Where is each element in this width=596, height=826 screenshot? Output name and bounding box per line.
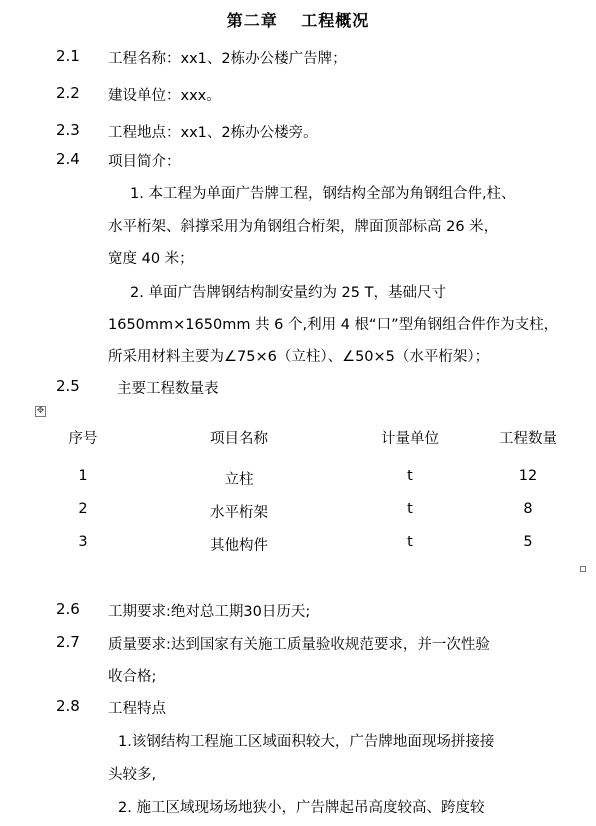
section-number: 2.3 — [56, 121, 80, 139]
intro-line: 1650mm×1650mm 共 6 个,利用 4 根“口”型角钢组合件作为支柱， — [108, 317, 559, 333]
section-text: 主要工程数量表 — [117, 381, 219, 397]
intro-line: 2. 单面广告牌钢结构制安量约为 25 T，基础尺寸 — [130, 285, 446, 301]
section-text: 工程名称：xx1、2栋办公楼广告牌； — [108, 51, 347, 67]
table-cell: t — [407, 534, 413, 550]
intro-line: 1. 本工程为单面广告牌工程，钢结构全部为角钢组合件,柱、 — [130, 186, 516, 202]
intro-line: 宽度 40 米； — [108, 251, 194, 267]
section-number: 2.7 — [56, 633, 80, 651]
section-text: 建设单位：xxx。 — [108, 88, 221, 104]
section-number: 2.4 — [56, 150, 80, 168]
feature-line: 2. 施工区域现场场地狭小，广告牌起吊高度较高、跨度较 — [118, 800, 485, 816]
section-text: 工期要求:绝对总工期30日历天; — [108, 604, 311, 620]
section-number: 2.2 — [56, 84, 80, 102]
chapter-title: 第二章 工程概况 — [226, 11, 370, 30]
intro-line: 所采用材料主要为∠75×6（立柱）、∠50×5（水平桁架）； — [108, 349, 490, 365]
section-number: 2.5 — [56, 377, 80, 395]
table-cell: 8 — [523, 501, 533, 517]
intro-line: 水平桁架、斜撑采用为角钢组合桁架，牌面顶部标高 26 米， — [108, 219, 499, 235]
section-text: 质量要求:达到国家有关施工质量验收规范要求，并一次性验 — [108, 637, 490, 653]
table-cell: 其他构件 — [210, 538, 268, 554]
table-cell: 1 — [78, 468, 88, 484]
section-number: 2.1 — [56, 47, 80, 65]
table-cell: t — [407, 501, 413, 517]
section-number: 2.6 — [56, 600, 80, 618]
feature-line: 1.该钢结构工程施工区域面积较大，广告牌地面现场拼接接 — [118, 734, 495, 750]
quality-continuation: 收合格; — [108, 669, 157, 685]
move-handle-icon[interactable]: ✥ — [36, 406, 45, 416]
section-text: 项目简介： — [108, 154, 181, 170]
table-end-mark — [580, 566, 586, 572]
table-header: 序号 — [68, 431, 98, 447]
table-cell: 2 — [78, 501, 88, 517]
section-text: 工程地点：xx1、2栋办公楼旁。 — [108, 125, 318, 141]
section-text: 工程特点 — [108, 701, 166, 717]
table-header: 计量单位 — [381, 431, 439, 447]
table-cell: 12 — [518, 468, 538, 484]
section-number: 2.8 — [56, 697, 80, 715]
table-cell: 5 — [523, 534, 533, 550]
table-cell: 水平桁架 — [210, 505, 268, 521]
table-cell: t — [407, 468, 413, 484]
table-cell: 立柱 — [224, 472, 254, 488]
feature-line: 头较多, — [108, 767, 157, 783]
table-header: 项目名称 — [210, 431, 268, 447]
table-header: 工程数量 — [499, 431, 557, 447]
table-cell: 3 — [78, 534, 88, 550]
